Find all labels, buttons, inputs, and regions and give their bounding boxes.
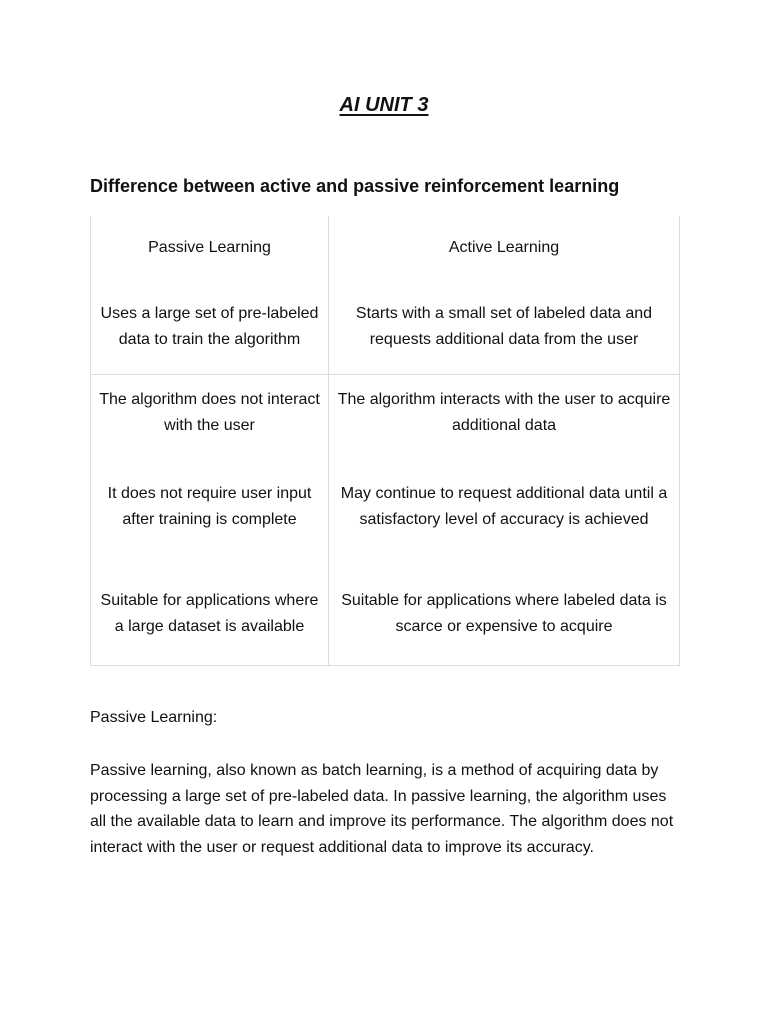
table-cell-passive: It does not require user input after training is complete — [91, 451, 329, 563]
section-heading: Difference between active and passive reinforcement learning — [90, 176, 620, 196]
table-cell-active: May continue to request additional data until a satisfactory level of accuracy is achieved — [329, 451, 680, 563]
table-row — [91, 280, 680, 375]
header-active-learning: Active Learning — [329, 216, 680, 280]
passive-learning-label: Passive Learning: — [90, 709, 218, 726]
table-cell-passive: Suitable for applications where a large dataset is available — [91, 563, 329, 666]
table-cell-passive: Uses a large set of pre-labeled data to train the algorithm — [91, 280, 329, 375]
table-cell-active: Starts with a small set of labeled data and requests additional data from the user — [329, 280, 680, 375]
table-cell-passive: The algorithm does not interact with the user — [91, 375, 329, 452]
passive-learning-description: Passive learning, also known as batch learning, is a method of acquiring data by processing a large set of pre-labeled data. In passive learning, the algorithm uses all the available data to learn and improve its performance. The algorithm does not interact with the user or request additional data to improve its accuracy. — [90, 762, 674, 856]
table-row — [91, 563, 680, 666]
table-cell-active: Suitable for applications where labeled data is scarce or expensive to acquire — [329, 563, 680, 666]
table-cell-active: The algorithm interacts with the user to acquire additional data — [329, 375, 680, 452]
header-passive-learning: Passive Learning — [91, 216, 329, 280]
comparison-table — [90, 216, 680, 666]
table-header-row — [91, 216, 680, 280]
table-row — [91, 375, 680, 452]
document-title: AI UNIT 3 — [339, 94, 429, 116]
table-row — [91, 451, 680, 563]
